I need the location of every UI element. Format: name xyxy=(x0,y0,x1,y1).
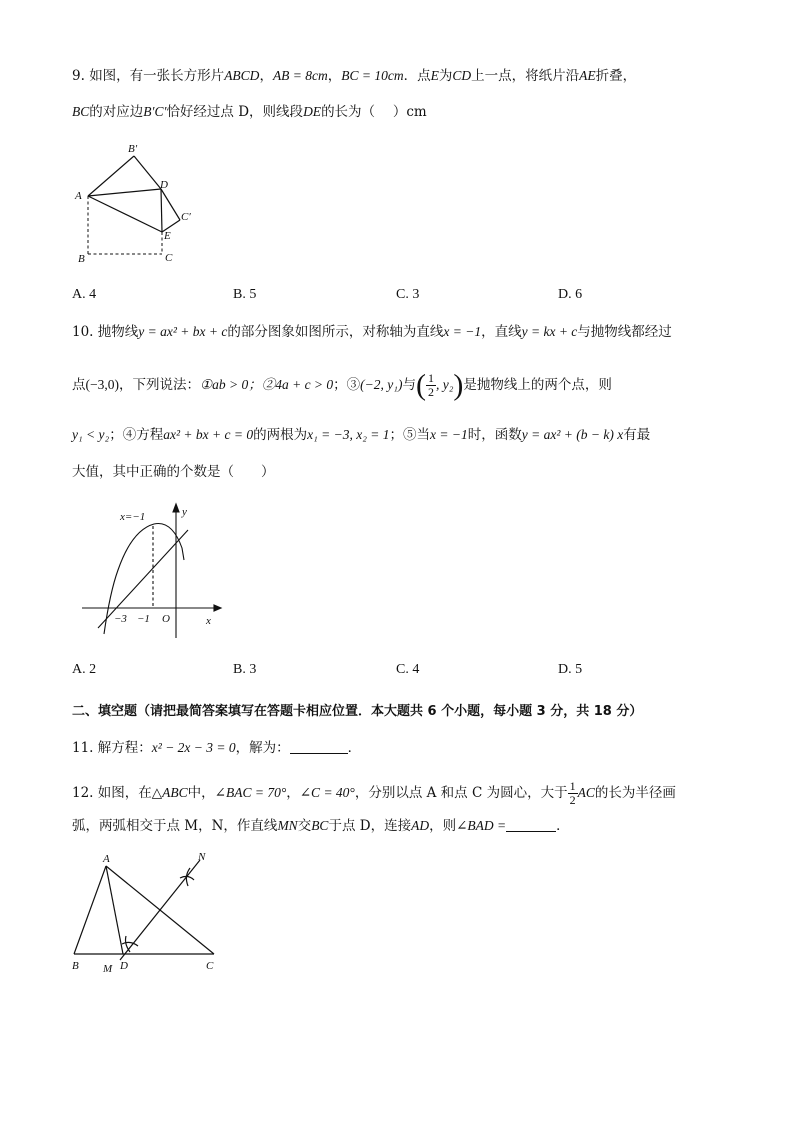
q9-seg-ae xyxy=(88,196,162,232)
q9-bc: BC = 10cm xyxy=(341,68,404,83)
q12-text: 弧，两弧相交于点 M，N，作直线 xyxy=(72,818,278,834)
q12-triangle: △ABC xyxy=(151,785,188,800)
q10-label-neg3: −3 xyxy=(114,613,127,625)
q10-equation: ax² + bx + c = 0 xyxy=(163,427,254,442)
q10-text: ；④方程 xyxy=(109,427,164,443)
q10-option-a[interactable]: A. 2 xyxy=(72,662,97,677)
q9-de: DE xyxy=(303,104,322,119)
q12-text: ，分别以点 A 和点 C 为圆心，大于 xyxy=(354,785,568,801)
q10-option-d[interactable]: D. 5 xyxy=(558,662,583,677)
q9-text: ．点 xyxy=(403,68,431,84)
q12-ad: AD xyxy=(411,818,430,833)
q10-text: ；③ xyxy=(333,377,361,393)
q12-label-c: C xyxy=(206,960,214,972)
q10-paren-left: ( xyxy=(415,368,426,402)
q12-line-mn xyxy=(120,860,200,960)
q10-text: 的部分图象如图所示，对称轴为直线 xyxy=(227,324,444,340)
q9-label-c: C xyxy=(165,252,173,264)
q11-text: ． xyxy=(347,740,362,756)
q12-text: ． xyxy=(556,818,570,834)
q10-label-axis: x=−1 xyxy=(120,511,146,523)
q9-label-b-prime: B′ xyxy=(128,143,138,155)
q11-line xyxy=(72,738,361,758)
q10-parabola: y = ax² + bx + c xyxy=(138,324,228,339)
q12-arc-m1 xyxy=(122,942,138,946)
q9-bc2: BC xyxy=(72,104,90,119)
q12-text: 于点 D，连接 xyxy=(328,818,412,834)
q10-point: (−3,0) xyxy=(85,377,119,392)
q12-text: ，则 xyxy=(429,818,457,834)
q12-text: 如图，在 xyxy=(97,785,152,801)
q10-axis-eq: x = −1 xyxy=(443,324,482,339)
q9-option-c[interactable]: C. 3 xyxy=(396,287,420,302)
q9-seg-de xyxy=(161,189,162,232)
q12-text: 交 xyxy=(297,818,312,834)
q12-answer-blank[interactable] xyxy=(506,817,556,832)
q10-statement-1: ①ab > 0 xyxy=(199,377,249,392)
q10-fraction xyxy=(426,372,436,399)
q12-frac-den: 2 xyxy=(569,793,576,807)
q9-label-c-prime: C′ xyxy=(181,211,191,223)
q12-angle-c: ∠C = 40° xyxy=(299,785,355,800)
q12-ac: AC xyxy=(577,785,595,800)
q10-text: ，直线 xyxy=(481,324,522,340)
q12-arc-m2 xyxy=(126,936,131,952)
q10-point-1: (−2, y₁) xyxy=(360,377,403,392)
q10-function: y = ax² + (b − k) x xyxy=(521,427,624,442)
q9-label-d: D xyxy=(160,179,168,191)
q12-fraction xyxy=(568,780,578,807)
q10-text: 点 xyxy=(72,377,86,393)
q9-seg-ab1 xyxy=(88,156,134,196)
q10-text: 的两根为 xyxy=(253,427,308,443)
q10-label-neg1: −1 xyxy=(137,613,150,625)
q9-text: 折叠， xyxy=(595,68,637,84)
q9-seg-ad xyxy=(88,189,161,196)
q12-angle-bac: ∠BAC = 70° xyxy=(214,785,287,800)
q9-number: 9. xyxy=(72,68,85,84)
q10-line-2 xyxy=(72,368,612,402)
q9-label-b: B xyxy=(78,253,85,265)
q9-e: E xyxy=(430,68,439,83)
q9-punct: ， xyxy=(259,68,273,84)
q9-ab: AB = 8cm xyxy=(272,68,328,83)
q9-text: 为 xyxy=(438,68,453,84)
q11-answer-blank[interactable] xyxy=(290,739,348,754)
q10-x-arrow xyxy=(214,605,221,611)
q9-option-a[interactable]: A. 4 xyxy=(72,287,97,302)
q11-number: 11. xyxy=(72,740,94,756)
q9-punct: ， xyxy=(327,68,342,84)
q10-line-3 xyxy=(72,425,650,445)
q12-number: 12. xyxy=(72,785,94,801)
q10-option-c[interactable]: C. 4 xyxy=(396,662,420,677)
q10-figure xyxy=(76,500,226,640)
q9-rect: ABCD xyxy=(224,68,260,83)
q12-label-b: B xyxy=(72,960,79,972)
q9-option-d[interactable]: D. 6 xyxy=(558,287,583,302)
q10-text: 时，函数 xyxy=(467,427,522,443)
q9-line-2 xyxy=(72,102,427,122)
q11-text: ，解为： xyxy=(235,740,290,756)
q9-bpcp: B′C′ xyxy=(143,104,167,119)
q10-label-origin: O xyxy=(162,613,170,625)
q12-bc: BC xyxy=(311,818,329,833)
q10-text: 有最 xyxy=(623,427,651,443)
q9-option-b[interactable]: B. 5 xyxy=(233,287,257,302)
q10-text: 大值，其中正确的个数是（ ） xyxy=(72,464,275,480)
q12-text: 中， xyxy=(187,785,215,801)
q10-y-arrow xyxy=(173,504,179,512)
q10-label-x: x xyxy=(206,615,211,627)
q12-angle-bad: ∠BAD = xyxy=(456,818,507,833)
q12-text: ， xyxy=(286,785,300,801)
q10-frac-num: 1 xyxy=(427,371,434,385)
q10-paren-right: ) xyxy=(453,368,464,402)
q9-text: 上一点，将纸片沿 xyxy=(471,68,580,84)
q12-seg-ab xyxy=(74,866,106,954)
q10-number: 10. xyxy=(72,324,94,340)
q12-line-1 xyxy=(72,780,676,807)
q10-roots: x₁ = −3, x₂ = 1 xyxy=(307,427,390,442)
q10-text: 是抛物线上的两个点，则 xyxy=(463,377,612,393)
q10-text: 抛物线 xyxy=(97,324,139,340)
q10-x: x = −1 xyxy=(430,427,468,442)
q9-text: 如图，有一张长方形片 xyxy=(89,68,225,84)
q9-ae: AE xyxy=(579,68,596,83)
q9-text: 恰好经过点 D，则线段 xyxy=(166,104,304,120)
q9-seg-dc1 xyxy=(161,189,180,220)
q10-text: 与抛物线都经过 xyxy=(577,324,672,340)
q9-text: 的长为（ ）cm xyxy=(321,104,427,120)
q12-line-2 xyxy=(72,816,570,836)
q9-text: 的对应边 xyxy=(89,104,144,120)
q9-figure xyxy=(70,140,210,270)
q9-seg-b1d xyxy=(134,156,161,189)
q10-y2: , y₂ xyxy=(435,377,454,392)
q12-mn: MN xyxy=(277,818,298,833)
q12-label-n: N xyxy=(198,851,206,863)
q10-text: ；⑤当 xyxy=(389,427,431,443)
q12-seg-ad xyxy=(106,866,123,954)
q10-text: 与 xyxy=(402,377,416,393)
q10-line-eq: y = kx + c xyxy=(521,324,578,339)
q10-option-b[interactable]: B. 3 xyxy=(233,662,257,677)
q10-inequality: y₁ < y₂ xyxy=(72,427,110,442)
q12-frac-num: 1 xyxy=(569,779,576,793)
q10-text: ，下列说法： xyxy=(118,377,200,393)
q9-label-e: E xyxy=(164,230,171,242)
section2-heading: 二、填空题（请把最简答案填写在答题卡相应位置．本大题共 6 个小题，每小题 3 分，共 18 分） xyxy=(72,704,643,719)
q9-cd: CD xyxy=(452,68,472,83)
q12-text: 的长为半径画 xyxy=(594,785,676,801)
q12-figure xyxy=(66,848,226,978)
q10-line-4 xyxy=(72,462,275,482)
q10-statement-2: ；②4a + c > 0 xyxy=(248,377,334,392)
q12-label-d: D xyxy=(120,960,128,972)
q11-text: 解方程： xyxy=(97,740,152,756)
q9-line-1 xyxy=(72,66,636,86)
q12-label-a: A xyxy=(103,853,110,865)
q10-frac-den: 2 xyxy=(427,385,434,399)
q12-label-m: M xyxy=(103,963,113,975)
q10-line-1 xyxy=(72,322,672,342)
q10-label-y: y xyxy=(182,506,187,518)
q11-equation: x² − 2x − 3 = 0 xyxy=(151,740,236,755)
q9-label-a: A xyxy=(75,190,82,202)
